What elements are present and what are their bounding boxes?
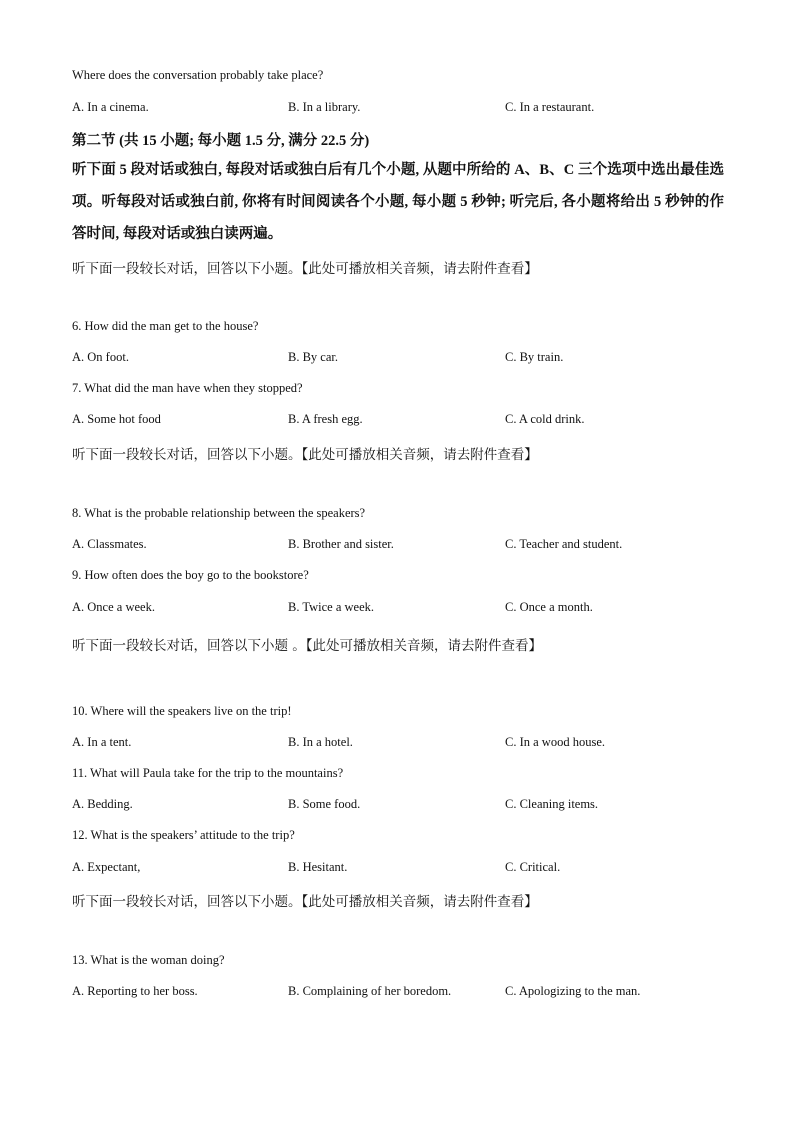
option-c: C. Teacher and student. [505,537,623,551]
question-5-text: Where does the conversation probably take place? [72,68,324,82]
option-a: A. Once a week. [72,600,155,614]
option-a: A. In a cinema. [72,100,149,114]
audio-note-1: 听下面一段较长对话，回答以下小题。【此处可播放相关音频，请去附件查看】 [72,261,538,277]
section-instruction: 听下面 5 段对话或独白, 每段对话或独白后有几个小题, 从题中所给的 A、B、C 三个选项中选出最佳选项。听每段对话或独白前, 你将有时间阅读各个小题, 每小题 5 秒钟; 听完后, 各小题将给出 5 秒钟的作答时间, 每段对话或独白读两遍。 [72,162,724,242]
option-a: A. Some hot food [72,412,161,426]
question-11-text: 11. What will Paula take for the trip to the mountains? [72,766,344,780]
option-b: B. Brother and sister. [288,537,394,551]
option-a: A. Bedding. [72,797,133,811]
question-7-options [72,412,722,430]
audio-note-4: 听下面一段较长对话，回答以下小题。【此处可播放相关音频，请去附件查看】 [72,894,538,910]
question-12-options [72,860,722,878]
question-7-text: 7. What did the man have when they stopped? [72,381,303,395]
question-13-text: 13. What is the woman doing? [72,953,225,967]
option-b: B. In a hotel. [288,735,353,749]
question-9-text: 9. How often does the boy go to the bookstore? [72,568,309,582]
option-b: B. Complaining of her boredom. [288,984,452,998]
question-13-options [72,984,722,1002]
option-c: C. By train. [505,350,564,364]
section-heading: 第二节 (共 15 小题; 每小题 1.5 分, 满分 22.5 分) [72,133,370,149]
option-a: A. Classmates. [72,537,147,551]
option-b: B. A fresh egg. [288,412,363,426]
audio-note-2: 听下面一段较长对话，回答以下小题。【此处可播放相关音频，请去附件查看】 [72,447,538,463]
option-b: B. In a library. [288,100,361,114]
question-6-options [72,350,722,368]
option-c: C. In a wood house. [505,735,605,749]
option-b: B. By car. [288,350,338,364]
question-6-text: 6. How did the man get to the house? [72,319,259,333]
option-c: C. Apologizing to the man. [505,984,641,998]
option-b: B. Hesitant. [288,860,348,874]
option-c: C. Cleaning items. [505,797,599,811]
question-10-options [72,735,722,753]
question-8-options [72,537,722,555]
option-c: C. Once a month. [505,600,593,614]
option-a: A. In a tent. [72,735,132,749]
option-a: A. Reporting to her boss. [72,984,198,998]
audio-note-3: 听下面一段较长对话，回答以下小题 。【此处可播放相关音频，请去附件查看】 [72,638,543,654]
option-c: C. In a restaurant. [505,100,595,114]
option-a: A. On foot. [72,350,129,364]
option-c: C. Critical. [505,860,561,874]
question-9-options [72,600,722,618]
option-a: A. Expectant, [72,860,141,874]
option-b: B. Twice a week. [288,600,375,614]
question-11-options [72,797,722,815]
option-c: C. A cold drink. [505,412,585,426]
option-b: B. Some food. [288,797,361,811]
question-5-options [72,100,722,118]
question-8-text: 8. What is the probable relationship between the speakers? [72,506,366,520]
question-10-text: 10. Where will the speakers live on the trip! [72,704,292,718]
question-12-text: 12. What is the speakers’ attitude to the trip? [72,828,295,842]
